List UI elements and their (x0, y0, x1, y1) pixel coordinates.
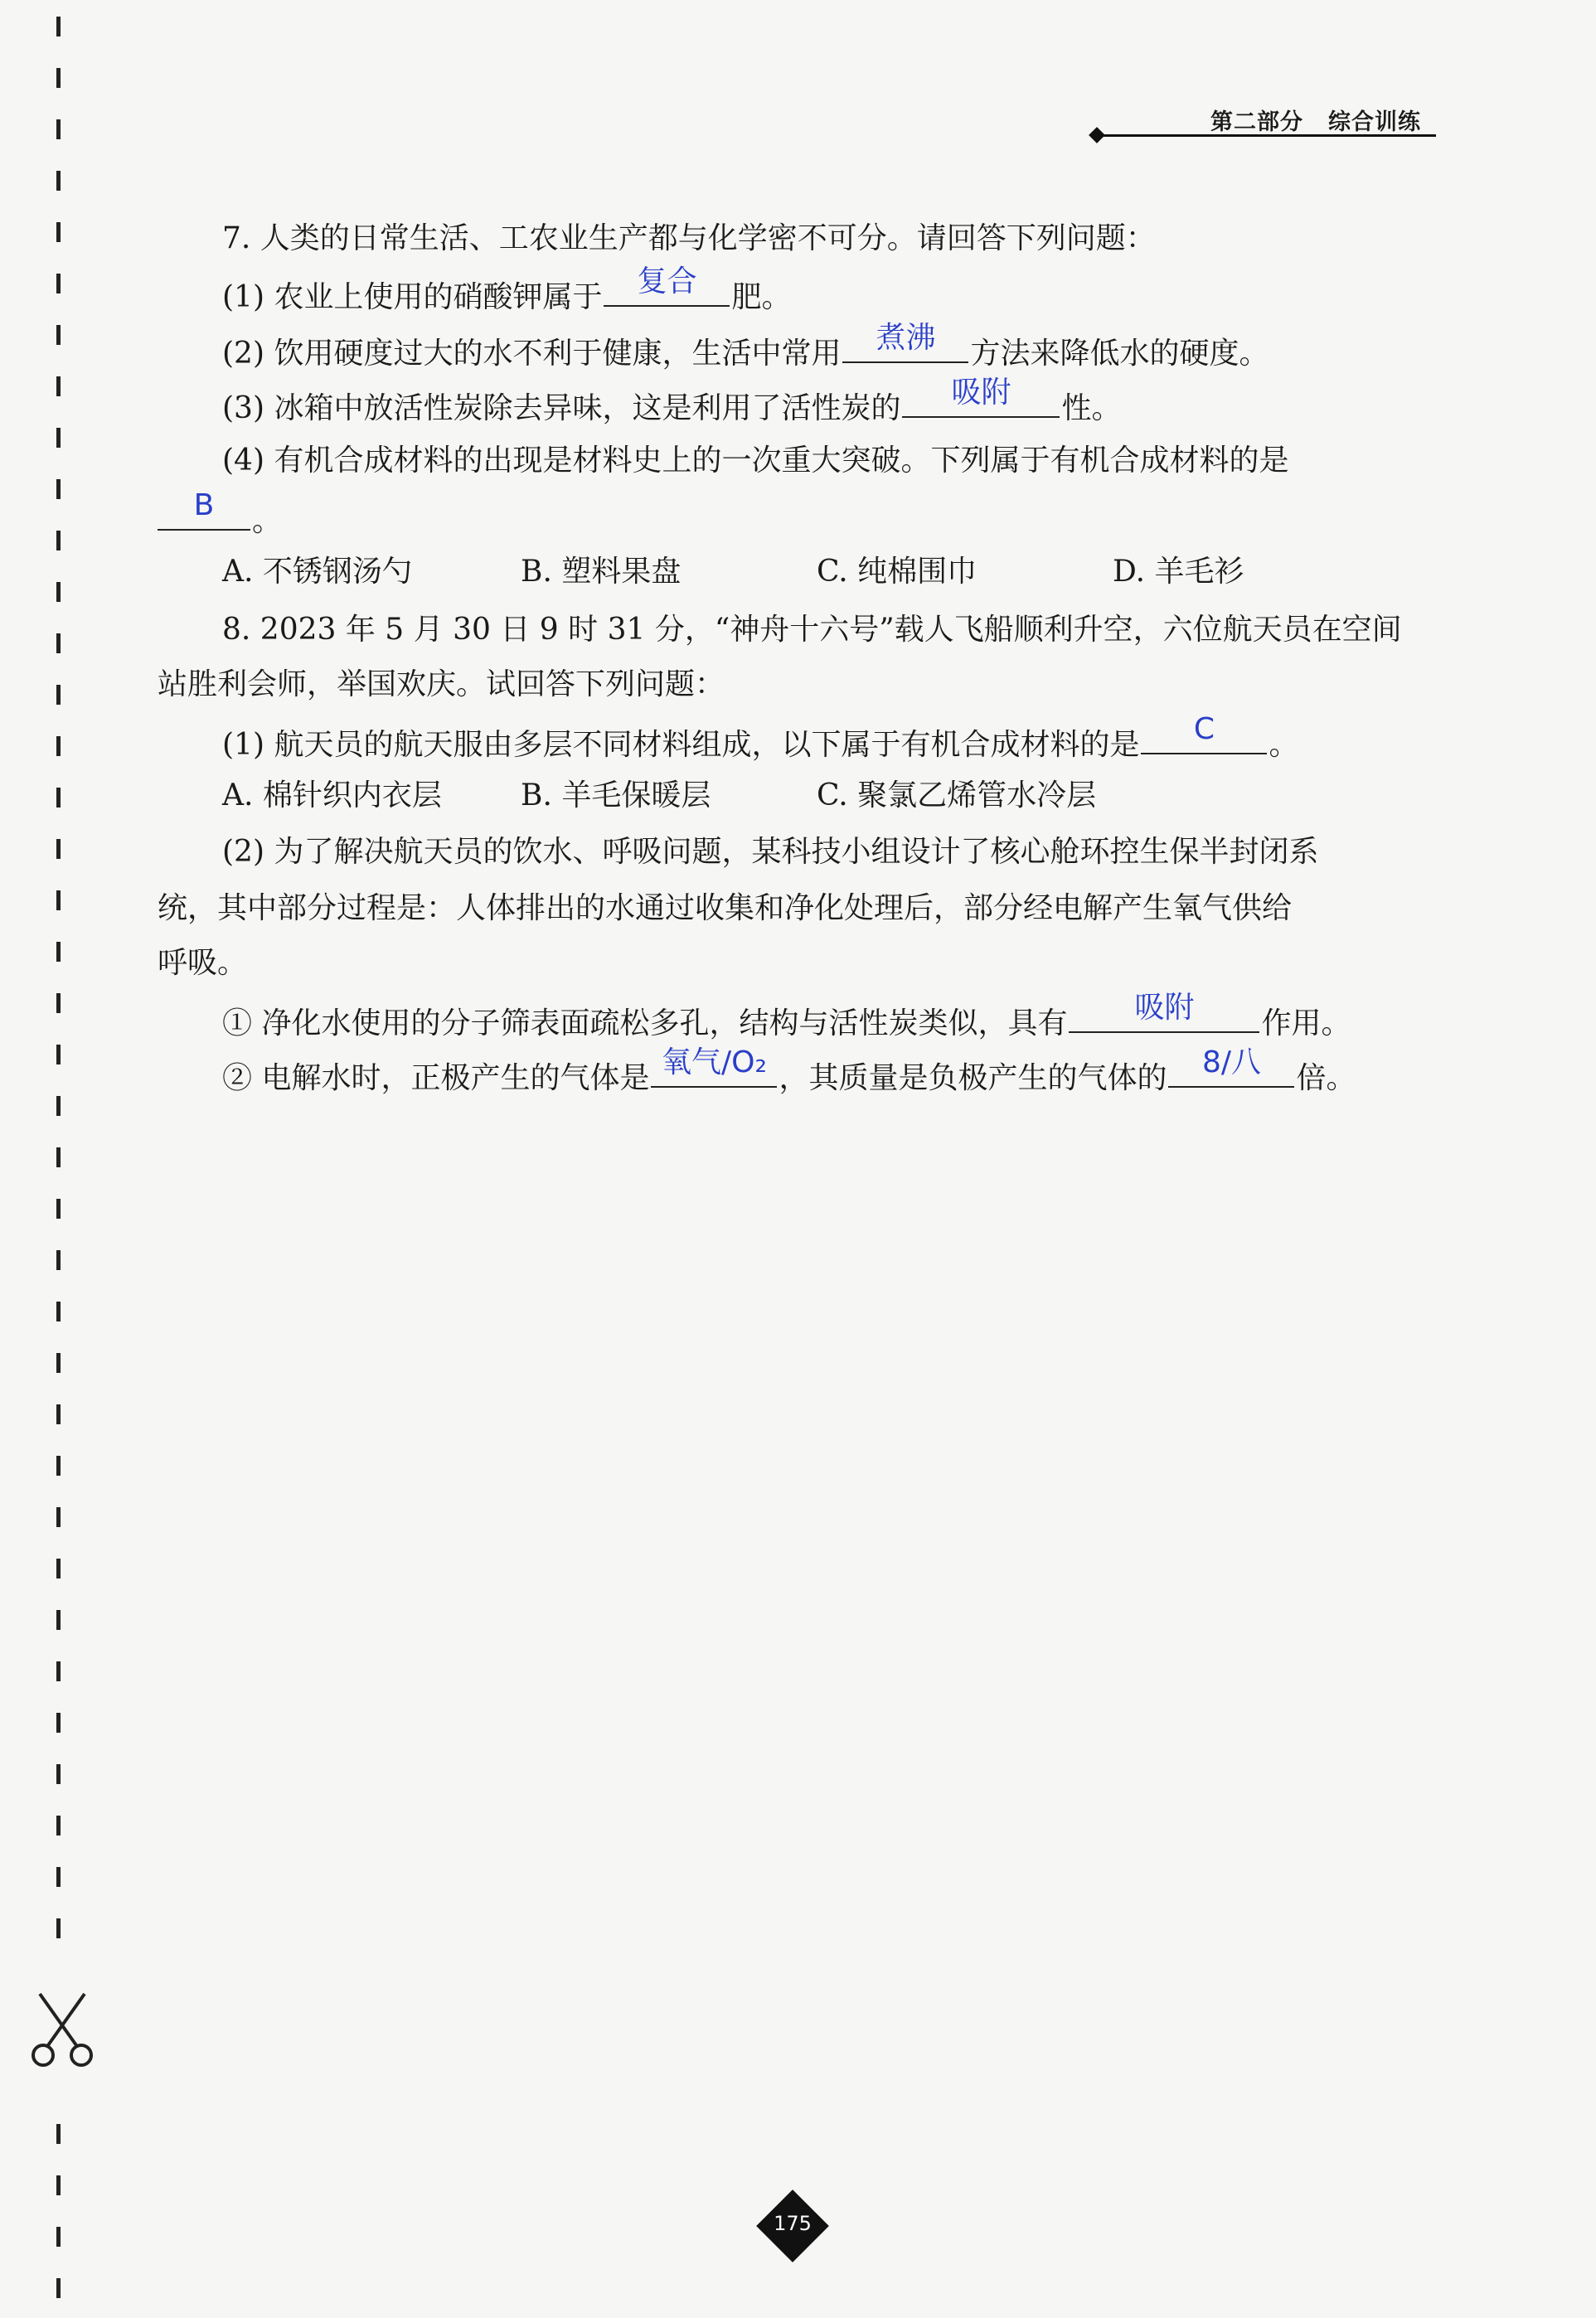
cut-line-dash (56, 1713, 61, 1733)
header-part: 第二部分 (1210, 109, 1303, 135)
running-header (1210, 104, 1421, 136)
q7-option-a: A. 不锈钢汤勺 (222, 555, 412, 589)
page-number: 175 (774, 2212, 812, 2235)
cut-line-dash (56, 119, 61, 139)
q8-option-a: A. 棉针织内衣层 (222, 778, 442, 812)
q7-sub1 (222, 264, 792, 318)
cut-line-dash (56, 1096, 61, 1116)
q8-sub2-line2: 统，其中部分过程是：人体排出的水通过收集和净化处理后，部分经电解产生氧气供给 (158, 891, 1293, 925)
handwritten-answer: 复合 (637, 264, 697, 298)
cut-line-dash (56, 685, 61, 705)
cut-line-dash (56, 1199, 61, 1219)
q7-sub1-suffix: 肥。 (731, 280, 792, 314)
handwritten-answer: C (1193, 712, 1215, 746)
cut-line-dash (56, 1559, 61, 1578)
cut-line-dash (56, 1816, 61, 1835)
cut-line-dash (56, 17, 61, 36)
q7-sub3 (222, 376, 1122, 429)
cut-line-dash (56, 428, 61, 448)
q8-sub1-suffix: 。 (1269, 728, 1299, 762)
q7-sub3-text: (3) 冰箱中放活性炭除去异味，这是利用了活性炭的 (222, 391, 901, 425)
cut-line-dash (56, 531, 61, 550)
q8-item2-suffix: 倍。 (1296, 1061, 1356, 1095)
q7-option-d: D. 羊毛衫 (1113, 555, 1244, 589)
cut-line-dash (56, 479, 61, 499)
q8-item1-suffix: 作用。 (1261, 1006, 1351, 1040)
q8-item1-text: ① 净化水使用的分子筛表面疏松多孔，结构与活性炭类似，具有 (222, 1006, 1068, 1040)
cut-line-dash (56, 274, 61, 293)
scissors-icon (25, 1986, 99, 2068)
cut-line-dash (56, 2227, 61, 2247)
answer-blank (651, 1045, 777, 1088)
cut-line-dash (56, 1456, 61, 1476)
cut-line-dash (56, 1610, 61, 1630)
cut-line-dash (56, 1404, 61, 1424)
cut-line-dash (56, 582, 61, 602)
q8-sub1-text: (1) 航天员的航天服由多层不同材料组成，以下属于有机合成材料的是 (222, 728, 1140, 762)
q8-sub2-item1 (222, 991, 1351, 1044)
cut-line-dash (56, 2278, 61, 2298)
cut-line-dash (56, 736, 61, 756)
q8-sub2-item2 (222, 1045, 1356, 1098)
answer-blank (1141, 712, 1267, 754)
handwritten-answer: 吸附 (951, 376, 1011, 410)
q8-sub2-line3: 呼吸。 (158, 946, 248, 980)
cut-line-dash (56, 325, 61, 345)
cut-line-dash (56, 171, 61, 191)
header-section: 综合训练 (1328, 109, 1421, 135)
q8-sub2-line1: (2) 为了解决航天员的饮水、呼吸问题，某科技小组设计了核心舱环控生保半封闭系 (222, 835, 1319, 869)
q8-stem-line1: 8. 2023 年 5 月 30 日 9 时 31 分，“神舟十六号”载人飞船顺利升空，六位航天员在空间 (222, 613, 1402, 647)
cut-line-dash (56, 633, 61, 653)
cut-line-dash (56, 788, 61, 807)
cut-line-dash (56, 1045, 61, 1064)
cut-line-dash (56, 1147, 61, 1167)
q7-sub4-suffix: 。 (252, 504, 283, 538)
q7-sub1-text: (1) 农业上使用的硝酸钾属于 (222, 280, 603, 314)
q7-sub2 (222, 321, 1269, 374)
answer-blank (842, 321, 968, 363)
answer-blank (1168, 1045, 1294, 1088)
answer-blank (604, 264, 730, 307)
cut-line-dash (56, 68, 61, 88)
q7-option-b: B. 塑料果盘 (521, 555, 682, 589)
cut-line-dash (56, 993, 61, 1013)
handwritten-answer: 氧气/O₂ (662, 1045, 767, 1079)
cut-line-dash (56, 222, 61, 242)
cut-line (50, 0, 70, 2318)
cut-line-dash (56, 1302, 61, 1321)
handwritten-answer: 8/八 (1201, 1045, 1261, 1079)
q8-option-b: B. 羊毛保暖层 (521, 778, 711, 812)
q7-stem: 7. 人类的日常生活、工农业生产都与化学密不可分。请回答下列问题： (222, 221, 1156, 255)
answer-blank (902, 376, 1060, 418)
handwritten-answer: 吸附 (1134, 991, 1195, 1025)
q7-sub2-suffix: 方法来降低水的硬度。 (970, 337, 1269, 371)
handwritten-answer: 煮沸 (876, 321, 936, 355)
q8-item2-middle: ，其质量是负极产生的气体的 (779, 1061, 1167, 1095)
cut-line-dash (56, 839, 61, 859)
answer-blank (158, 488, 250, 531)
q7-option-c: C. 纯棉围巾 (817, 555, 977, 589)
q8-item2-text: ② 电解水时，正极产生的气体是 (222, 1061, 650, 1095)
q7-sub2-text: (2) 饮用硬度过大的水不利于健康，生活中常用 (222, 337, 842, 371)
cut-line-dash (56, 1918, 61, 1938)
handwritten-answer: B (193, 488, 215, 522)
cut-line-dash (56, 1250, 61, 1270)
q8-stem-line2: 站胜利会师，举国欢庆。试回答下列问题： (158, 667, 725, 701)
cut-line-dash (56, 1661, 61, 1681)
q7-sub3-suffix: 性。 (1061, 391, 1122, 425)
cut-line-dash (56, 1507, 61, 1527)
cut-line-dash (56, 2124, 61, 2144)
cut-line-dash (56, 890, 61, 910)
q8-option-c: C. 聚氯乙烯管水冷层 (817, 778, 1097, 812)
cut-line-dash (56, 376, 61, 396)
cut-line-dash (56, 1353, 61, 1373)
cut-line-dash (56, 2175, 61, 2195)
q7-sub4: (4) 有机合成材料的出现是材料史上的一次重大突破。下列属于有机合成材料的是 (222, 444, 1289, 478)
q8-sub1 (222, 712, 1299, 765)
cut-line-dash (56, 1764, 61, 1784)
cut-line-dash (56, 1867, 61, 1887)
cut-line-dash (56, 942, 61, 962)
q7-sub4-cont (158, 488, 283, 541)
answer-blank (1069, 991, 1259, 1033)
